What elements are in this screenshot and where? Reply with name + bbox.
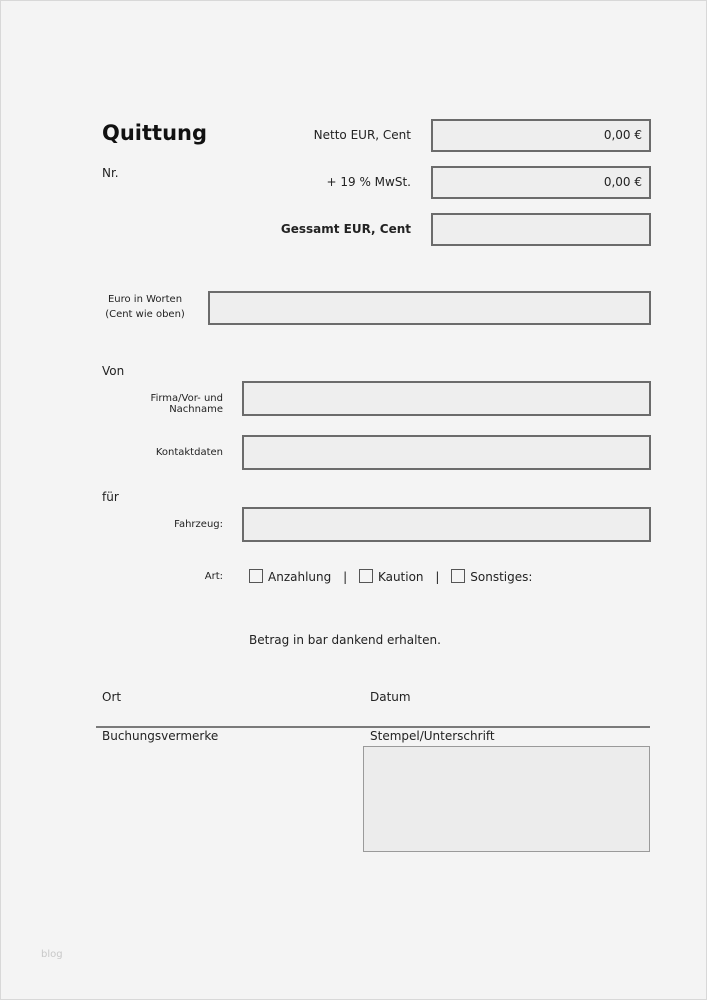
mwst-label: + 19 % MwSt. — [326, 175, 411, 189]
sonstiges-checkbox[interactable] — [451, 569, 465, 583]
for-section-heading: für — [102, 490, 119, 504]
words-label-line1: Euro in Worten — [107, 294, 183, 305]
ort-label: Ort — [102, 690, 122, 704]
kontakt-field[interactable] — [242, 435, 651, 470]
confirmation-text: Betrag in bar dankend erhalten. — [249, 633, 441, 647]
amount-in-words-field[interactable] — [208, 291, 651, 325]
divider-line — [96, 726, 650, 728]
anzahlung-checkbox[interactable] — [249, 569, 263, 583]
gesamt-amount-field[interactable] — [431, 213, 651, 246]
netto-amount-field[interactable]: 0,00 € — [431, 119, 651, 152]
kaution-label: Kaution — [377, 570, 424, 584]
sonstiges-label: Sonstiges: — [470, 570, 533, 584]
firma-name-field[interactable] — [242, 381, 651, 416]
mwst-amount-field[interactable]: 0,00 € — [431, 166, 651, 199]
firma-label: Firma/Vor- und Nachname — [150, 393, 223, 415]
kontakt-label: Kontaktdaten — [155, 447, 223, 458]
from-section-heading: Von — [102, 364, 125, 378]
separator: | — [343, 570, 348, 584]
page-title: Quittung — [102, 121, 208, 145]
art-options — [249, 569, 532, 584]
fahrzeug-field[interactable] — [242, 507, 651, 542]
watermark: blog — [41, 949, 63, 960]
signature-stamp-box[interactable] — [363, 746, 650, 852]
buchungsvermerke-label: Buchungsvermerke — [102, 729, 219, 743]
anzahlung-label: Anzahlung — [268, 570, 332, 584]
fahrzeug-label: Fahrzeug: — [174, 519, 223, 530]
kaution-checkbox[interactable] — [359, 569, 373, 583]
gesamt-label: Gessamt EUR, Cent — [280, 222, 411, 236]
art-label: Art: — [204, 571, 223, 582]
stempel-label: Stempel/Unterschrift — [370, 729, 495, 743]
datum-label: Datum — [370, 690, 411, 704]
netto-label: Netto EUR, Cent — [313, 128, 411, 142]
receipt-number-label: Nr. — [102, 166, 119, 180]
words-label-line2: (Cent wie oben) — [105, 309, 185, 320]
separator: | — [435, 570, 440, 584]
